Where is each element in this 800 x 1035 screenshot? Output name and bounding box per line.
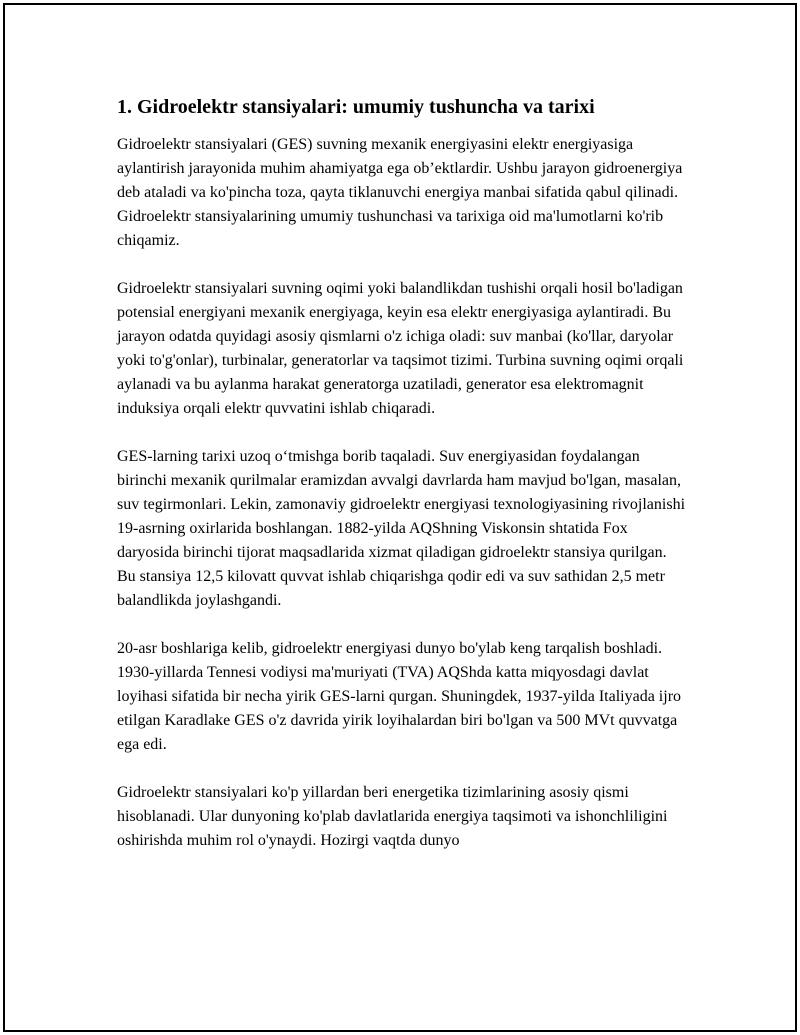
- paragraph-20th-century: 20-asr boshlariga kelib, gidroelektr energiyasi dunyo bo'ylab keng tarqalish boshladi. 1930-yillarda Tennesi vodiysi ma'muriyati (TVA) AQShda katta miqyosdagi davlat loyihasi sifatida bir necha yirik GES-larni qurgan. Shuningdek, 1937-yilda Italiyada ijro etilgan Karadlake GES o'z davrida yirik loyihalardan biri bo'lgan va 500 MVt quvvatga ega edi.: [117, 640, 682, 753]
- paragraph-history: GES-larning tarixi uzoq o‘tmishga borib taqaladi. Suv energiyasidan foydalangan birinchi mexanik qurilmalar eramizdan avvalgi davrlarda ham mavjud bo'lgan, masalan, suv tegirmonlari. Lekin, zamonaviy gidroelektr energiyasi texnologiyasining rivojlanishi 19-asrning oxirlarida boshlangan. 1882-yilda AQShning Viskonsin shtatida Fox daryosida birinchi tijorat maqsadlarida xizmat qiladigan gidroelektr stansiya qurilgan. Bu stansiya 12,5 kilovatt quvvat ishlab chiqarishga qodir edi va suv sathidan 2,5 metr balandlikda joylashgandi.: [117, 448, 686, 609]
- section-heading: 1. Gidroelektr stansiyalari: umumiy tushuncha va tarixi: [117, 96, 595, 118]
- paragraph-intro: Gidroelektr stansiyalari (GES) suvning mexanik energiyasini elektr energiyasiga aylantirish jarayonida muhim ahamiyatga ega ob’ektlardir. Ushbu jarayon gidroenergiya deb ataladi va ko'pincha toza, qayta tiklanuvchi energiya manbai sifatida qabul qilinadi. Gidroelektr stansiyalarining umumiy tushunchasi va tarixiga oid ma'lumotlarni ko'rib chiqamiz.: [117, 136, 683, 249]
- document-body: [117, 93, 687, 877]
- paragraph-role: Gidroelektr stansiyalari ko'p yillardan beri energetika tizimlarining asosiy qismi hisoblanadi. Ular dunyoning ko'plab davlatlarida energiya taqsimoti va ishonchliligini oshirishda muhim rol o'ynaydi. Hozirgi vaqtda dunyo: [117, 784, 668, 849]
- paragraph-principle: Gidroelektr stansiyalari suvning oqimi yoki balandlikdan tushishi orqali hosil bo'ladigan potensial energiyani mexanik energiyaga, keyin esa elektr energiyasiga aylantiradi. Bu jarayon odatda quyidagi asosiy qismlarni o'z ichiga oladi: suv manbai (ko'llar, daryolar yoki to'g'onlar), turbinalar, generatorlar va taqsimot tizimi. Turbina suvning oqimi orqali aylanadi va bu aylanma harakat generatorga uzatiladi, generator esa elektromagnit induksiya orqali elektr quvvatini ishlab chiqaradi.: [117, 280, 684, 417]
